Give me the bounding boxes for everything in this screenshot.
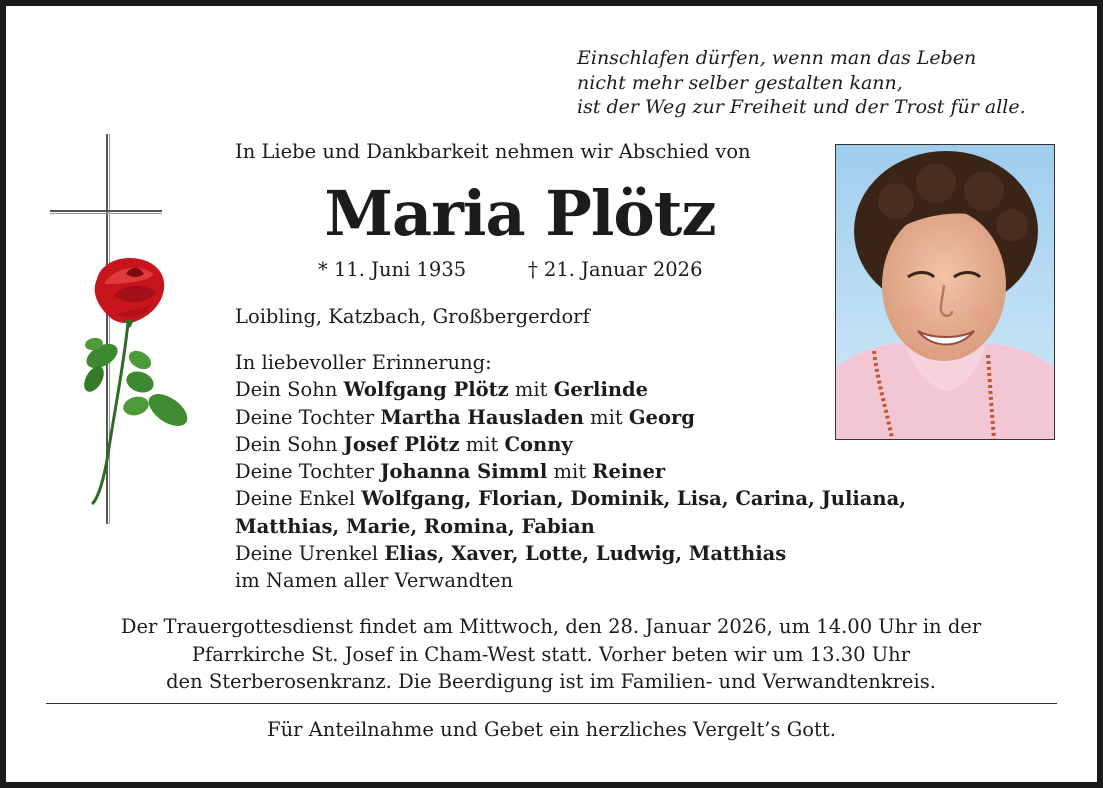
- grandchildren-line: Deine Enkel Wolfgang, Florian, Dominik, Lisa, Carina, Juliana,: [235, 487, 907, 511]
- family-partner-name: Reiner: [592, 460, 666, 484]
- family-partner-name: Georg: [628, 405, 695, 429]
- grandchildren-names: Matthias, Marie, Romina, Fabian: [235, 514, 595, 538]
- family-list: [235, 349, 906, 595]
- service-line: Der Trauergottesdienst findet am Mittwoch, den 28. Januar 2026, um 14.00 Uhr in der: [120, 615, 982, 638]
- family-member-name: Wolfgang Plötz: [343, 378, 509, 402]
- motto-line: nicht mehr selber gestalten kann,: [577, 71, 903, 94]
- rose-bloom: [95, 258, 165, 328]
- grandchildren-names: Wolfgang, Florian, Dominik, Lisa, Carina, Juliana,: [361, 487, 907, 511]
- death-date: † 21. Januar 2026: [528, 258, 703, 281]
- deceased-name: Maria Plötz: [324, 177, 716, 250]
- motto-verse: [577, 46, 1077, 120]
- motto-line: ist der Weg zur Freiheit und der Trost für alle.: [577, 96, 1026, 118]
- family-line: Dein Sohn Josef Plötz mit Conny: [235, 432, 573, 456]
- service-line: den Sterberosenkranz. Die Beerdigung ist im Familien- und Verwandtenkreis.: [166, 670, 936, 693]
- divider: [46, 703, 1057, 704]
- family-line: Deine Tochter Martha Hausladen mit Georg: [235, 405, 695, 429]
- family-partner-name: Gerlinde: [553, 378, 649, 402]
- family-line: Deine Tochter Johanna Simml mit Reiner: [235, 460, 666, 484]
- thanks-line: Für Anteilnahme und Gebet ein herzliches Vergelt’s Gott.: [267, 718, 836, 741]
- birth-date: * 11. Juni 1935: [318, 258, 467, 281]
- farewell-intro: In Liebe und Dankbarkeit nehmen wir Abschied von: [235, 140, 751, 163]
- family-partner-name: Conny: [504, 432, 573, 456]
- places: Loibling, Katzbach, Großbergerdorf: [235, 305, 590, 328]
- rose-leaves: [80, 337, 193, 433]
- great-grandchildren-names: Elias, Xaver, Lotte, Ludwig, Matthias: [384, 542, 787, 566]
- grandchildren-line-2: [235, 513, 906, 540]
- motto-line: Einschlafen dürfen, wenn man das Leben: [577, 47, 977, 69]
- portrait-image: [836, 145, 1054, 439]
- service-line: Pfarrkirche St. Josef in Cham-West statt. Vorher beten wir um 13.30 Uhr: [191, 642, 911, 666]
- great-grandchildren-line: Deine Urenkel Elias, Xaver, Lotte, Ludwig, Matthias: [235, 542, 787, 566]
- family-line: Dein Sohn Wolfgang Plötz mit Gerlinde: [235, 378, 649, 402]
- family-member-name: Johanna Simml: [380, 460, 548, 484]
- family-member-name: Martha Hausladen: [380, 405, 584, 429]
- funeral-service-info: [26, 613, 1076, 696]
- portrait-photo: [835, 144, 1055, 440]
- family-member-name: Josef Plötz: [343, 432, 460, 456]
- memory-heading: In liebevoller Erinnerung:: [235, 351, 492, 374]
- relatives-line: im Namen aller Verwandten: [235, 569, 514, 593]
